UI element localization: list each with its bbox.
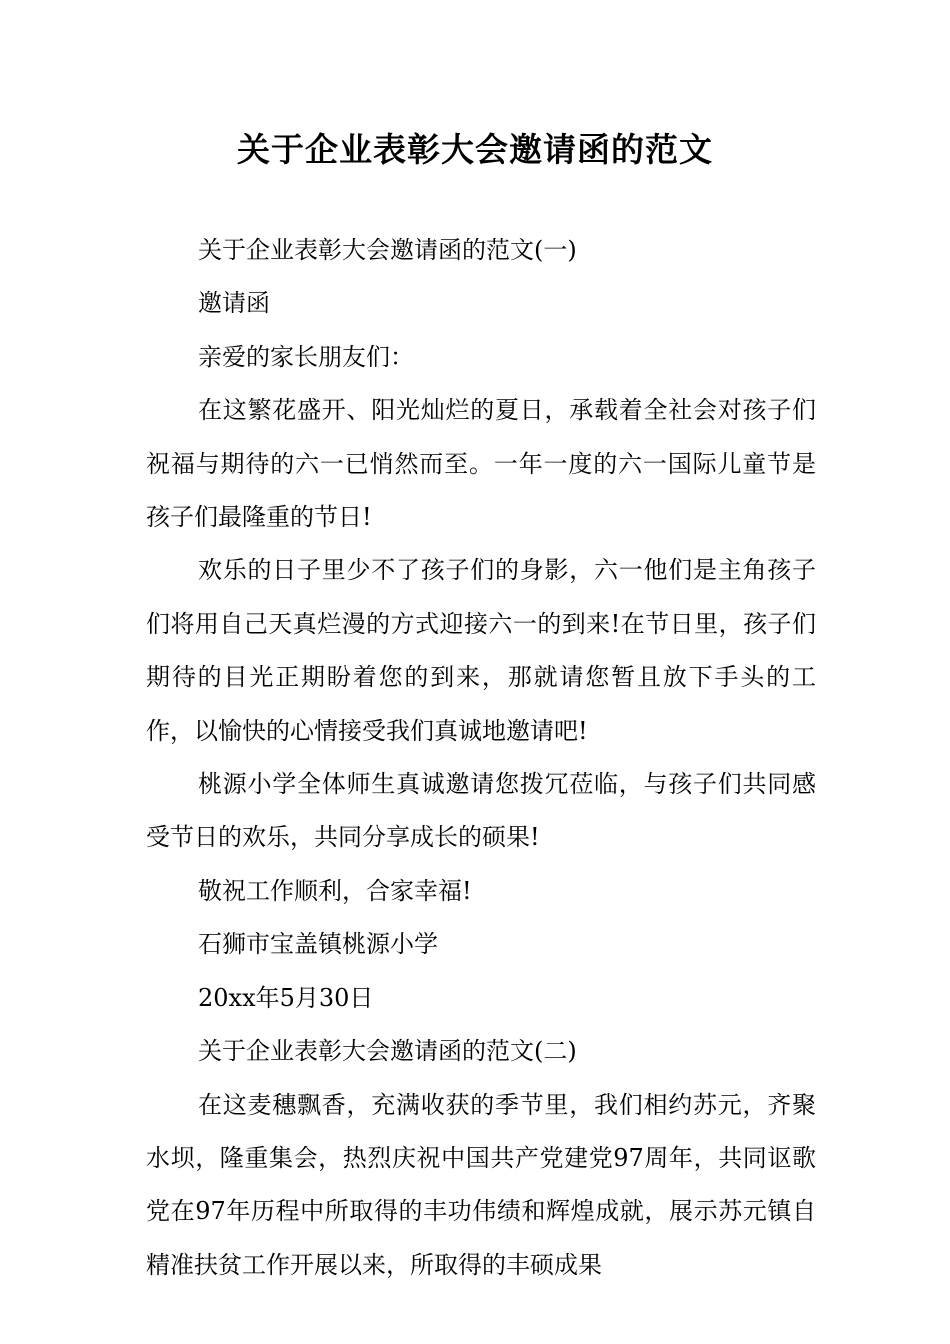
section-heading-1: 关于企业表彰大会邀请函的范文(一) — [198, 236, 577, 264]
closing-wish: 敬祝工作顺利，合家幸福! — [198, 876, 472, 905]
document-title: 关于企业表彰大会邀请函的范文 — [237, 130, 713, 169]
letter-heading: 邀请函 — [198, 289, 270, 318]
document-body — [146, 224, 816, 1292]
body-paragraph: 欢乐的日子里少不了孩子们的身影，六一他们是主角孩子们将用自己天真烂漫的方式迎接六一的到来!在节日里，孩子们期待的目光正期盼着您的到来，那就请您暂且放下手头的工作，以愉快的心情接受我们真诚地邀请吧! — [146, 556, 816, 745]
signature-date: 20xx年5月30日 — [198, 983, 374, 1012]
body-paragraph: 在这繁花盛开、阳光灿烂的夏日，承载着全社会对孩子们祝福与期待的六一已悄然而至。一年一度的六一国际儿童节是孩子们最隆重的节日! — [146, 396, 816, 532]
section-heading-2: 关于企业表彰大会邀请函的范文(二) — [198, 1037, 577, 1066]
signature-organization: 石狮市宝盖镇桃源小学 — [198, 930, 438, 959]
body-paragraph: 桃源小学全体师生真诚邀请您拨冗莅临，与孩子们共同感受节日的欢乐，共同分享成长的硕果! — [146, 770, 816, 852]
body-paragraph: 在这麦穗飘香，充满收获的季节里，我们相约苏元，齐聚水坝，隆重集会，热烈庆祝中国共产党建党97周年，共同讴歌党在97年历程中所取得的丰功伟绩和辉煌成就，展示苏元镇自精准扶贫工作开展以来，所取得的丰硕成果 — [146, 1090, 816, 1279]
salutation: 亲爱的家长朋友们： — [198, 342, 414, 371]
